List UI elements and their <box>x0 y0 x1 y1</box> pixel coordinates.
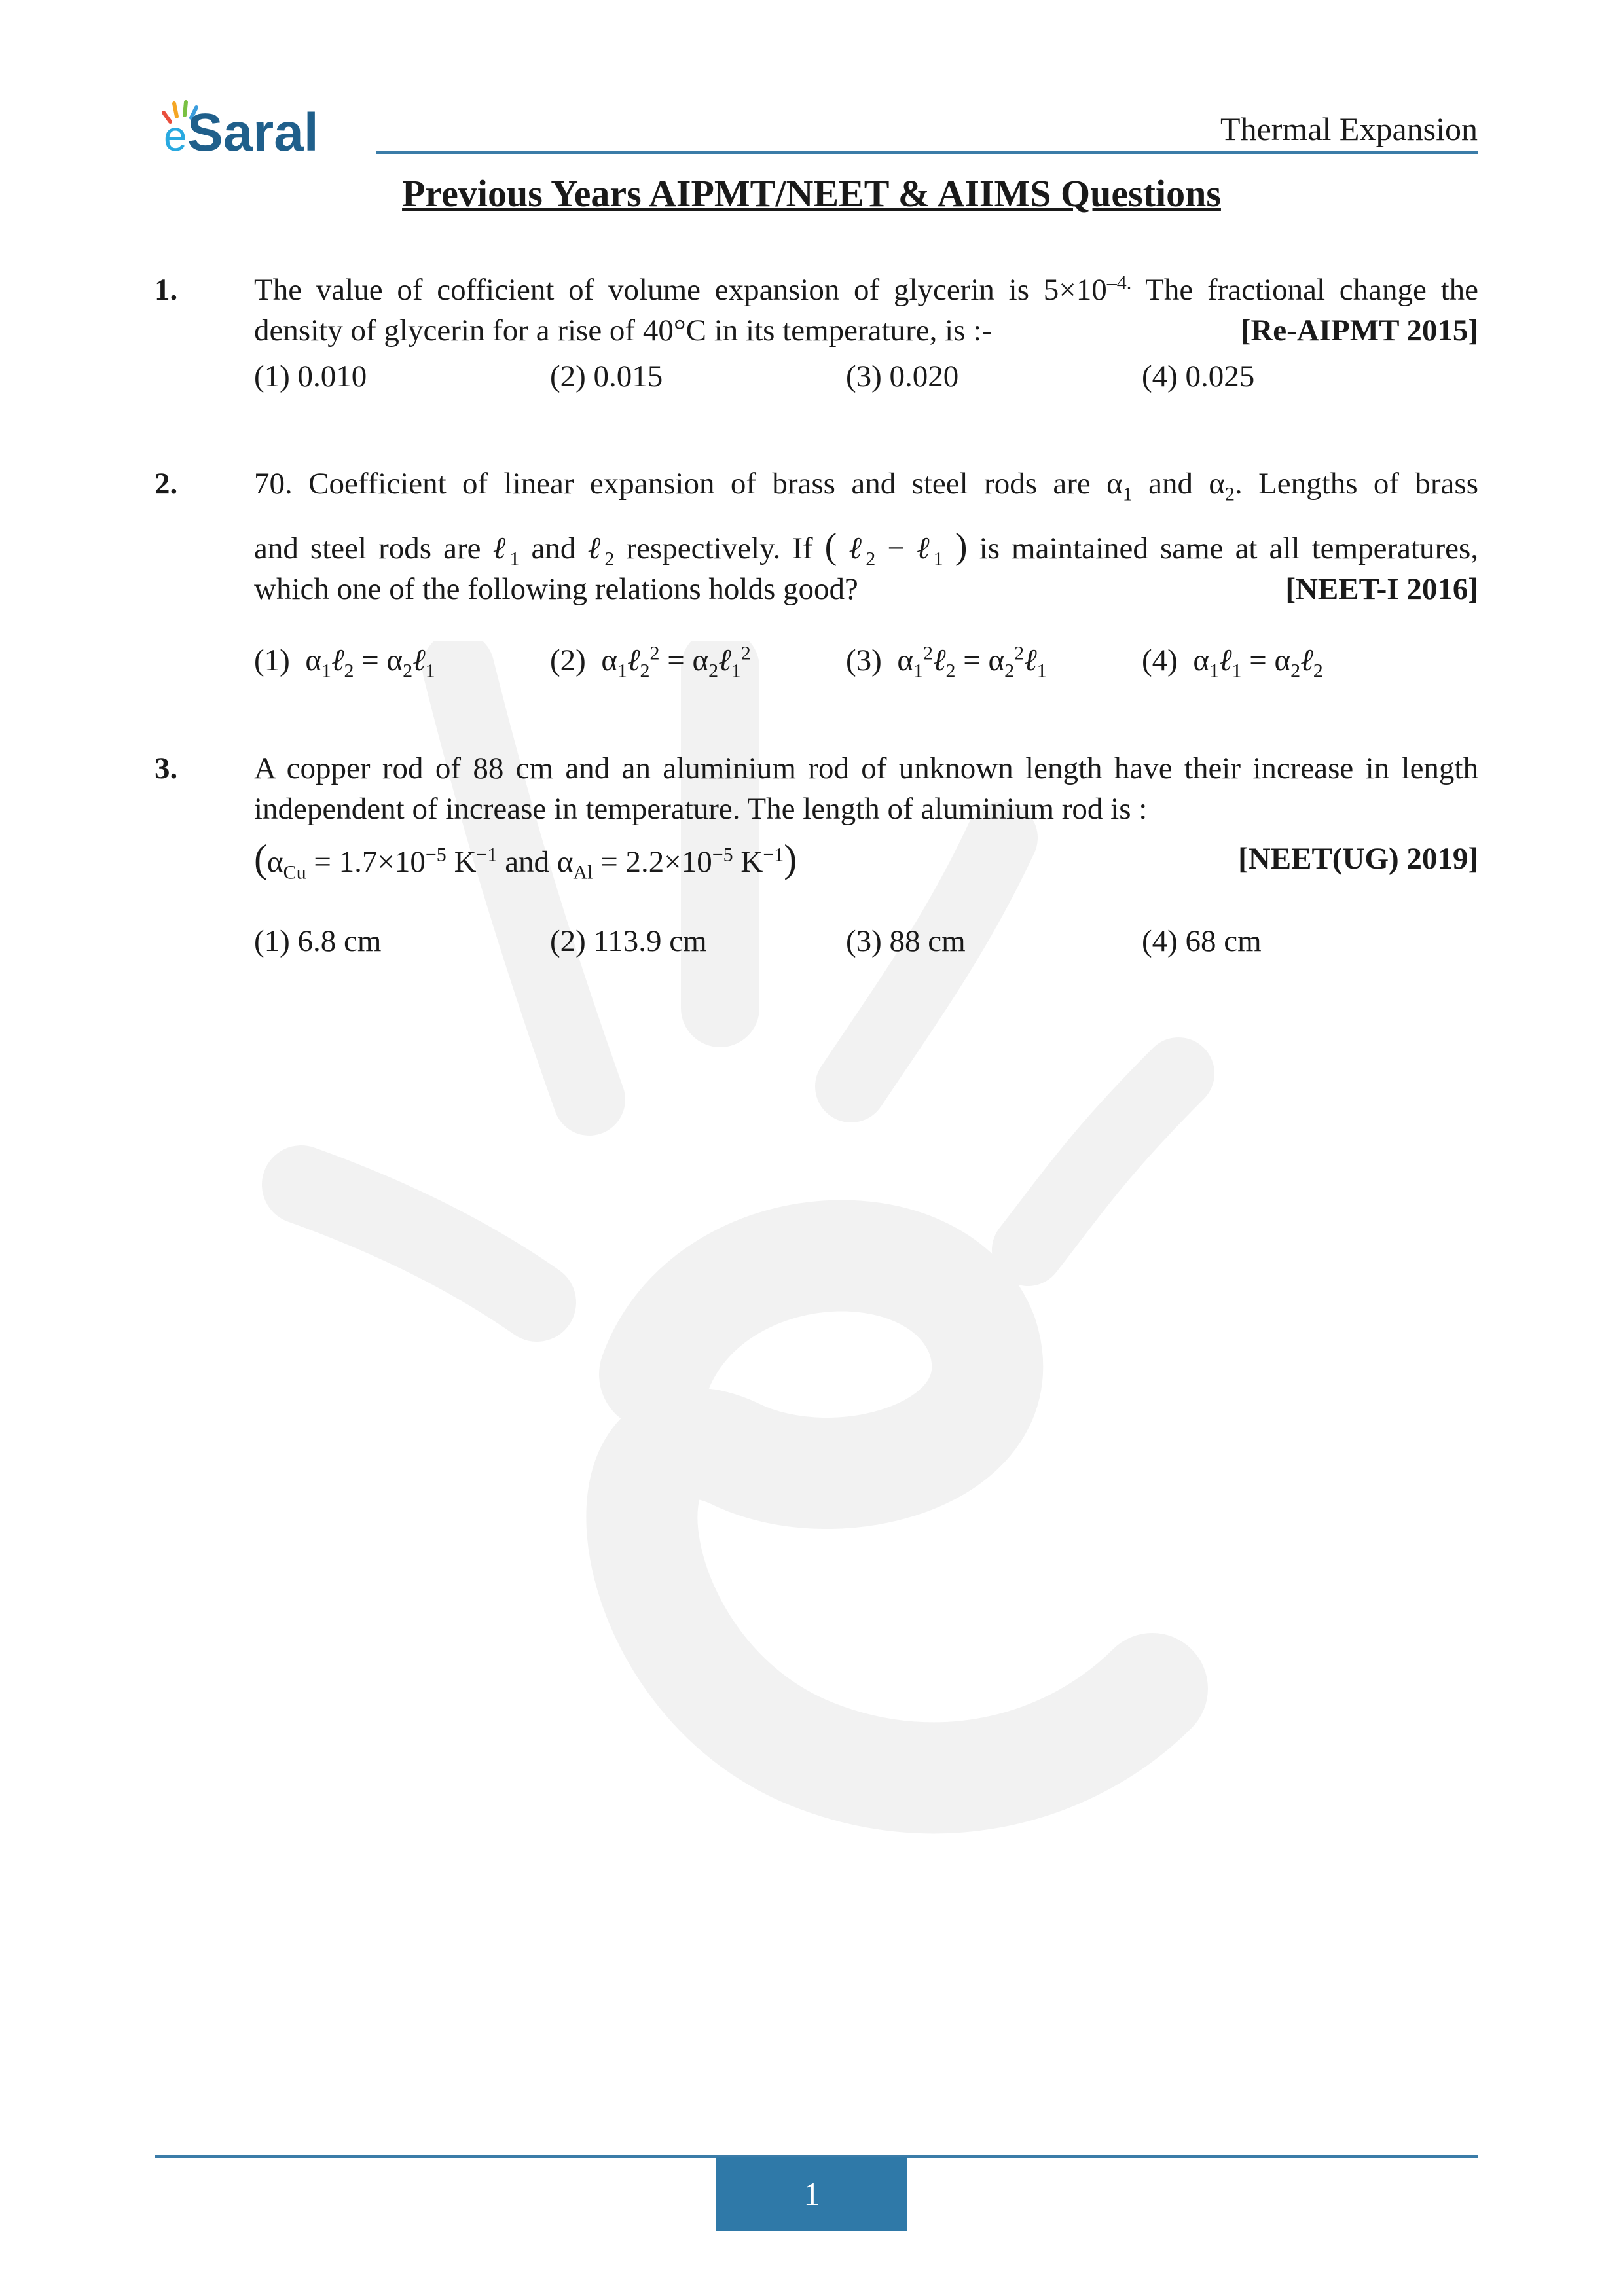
question-number: 1. <box>155 273 178 307</box>
question-text: The value of cofficient of volume expansion of glycerin is $5\times 10^{-4.}$ The fractional change the density of glycerin for a rise of 40°C in its temperature, is :- [Re-AIPMT 2015] <box>254 270 1478 351</box>
question-number: 2. <box>155 467 178 501</box>
question-text: 70. Coefficient of linear expansion of brass and steel rods are $\alpha_1$ and $\alpha_2$. Lengths of brass and steel rods are ℓ$_1$ and ℓ$_2$ respectively. If ( ℓ$_2$ − ℓ$_1$ ) is maintained same at all temperatures, which one of the following relations holds good? [NEET-I 2016] <box>254 463 1478 609</box>
option-1[interactable]: (1) 0.010 <box>254 359 367 393</box>
option-1[interactable]: (1) $\alpha_1\ell_2$ = $\alpha_2\ell_1$ <box>254 643 435 682</box>
header-rule <box>376 151 1478 154</box>
exam-source: [Re-AIPMT 2015] <box>1240 314 1478 348</box>
option-4[interactable]: (4) 0.025 <box>1142 359 1255 393</box>
exam-source: [NEET-I 2016] <box>1285 572 1478 606</box>
option-3[interactable]: (3) 0.020 <box>846 359 959 393</box>
option-4[interactable]: (4) $\alpha_1\ell_1$ = $\alpha_2\ell_2$ <box>1142 643 1323 682</box>
svg-text:e: e <box>164 113 187 158</box>
svg-text:Saral: Saral <box>187 103 319 158</box>
option-2[interactable]: (2) 0.015 <box>550 359 663 393</box>
option-2[interactable]: (2) 113.9 cm <box>550 924 707 958</box>
exam-source: [NEET(UG) 2019] <box>1238 842 1478 876</box>
question-number: 3. <box>155 751 178 785</box>
esaral-logo <box>155 93 377 158</box>
option-3[interactable]: (3) 88 cm <box>846 924 966 958</box>
page-number: 1 <box>716 2157 907 2231</box>
chapter-title: Thermal Expansion <box>1220 111 1478 147</box>
option-2[interactable]: (2) $\alpha_1\ell_2^2$ = $\alpha_2\ell_1^2$ <box>550 642 751 682</box>
page-title: Previous Years AIPMT/NEET & AIIMS Questions <box>402 172 1221 215</box>
option-4[interactable]: (4) 68 cm <box>1142 924 1262 958</box>
option-3[interactable]: (3) $\alpha_1^2\ell_2$ = $\alpha_2^2\ell_1$ <box>846 642 1047 682</box>
option-1[interactable]: (1) 6.8 cm <box>254 924 382 958</box>
question-text: A copper rod of 88 cm and an aluminium rod of unknown length have their increase in length independent of increase in temperature. The length of aluminium rod is : ($\alpha_{Cu} = 1.7\times 10^{-5}$ $K^{-1}$ and $\alpha_{Al} = 2.2\times 10^{-5}$ $K^{-1}$) [NEET(UG) 2019] <box>254 751 1478 884</box>
